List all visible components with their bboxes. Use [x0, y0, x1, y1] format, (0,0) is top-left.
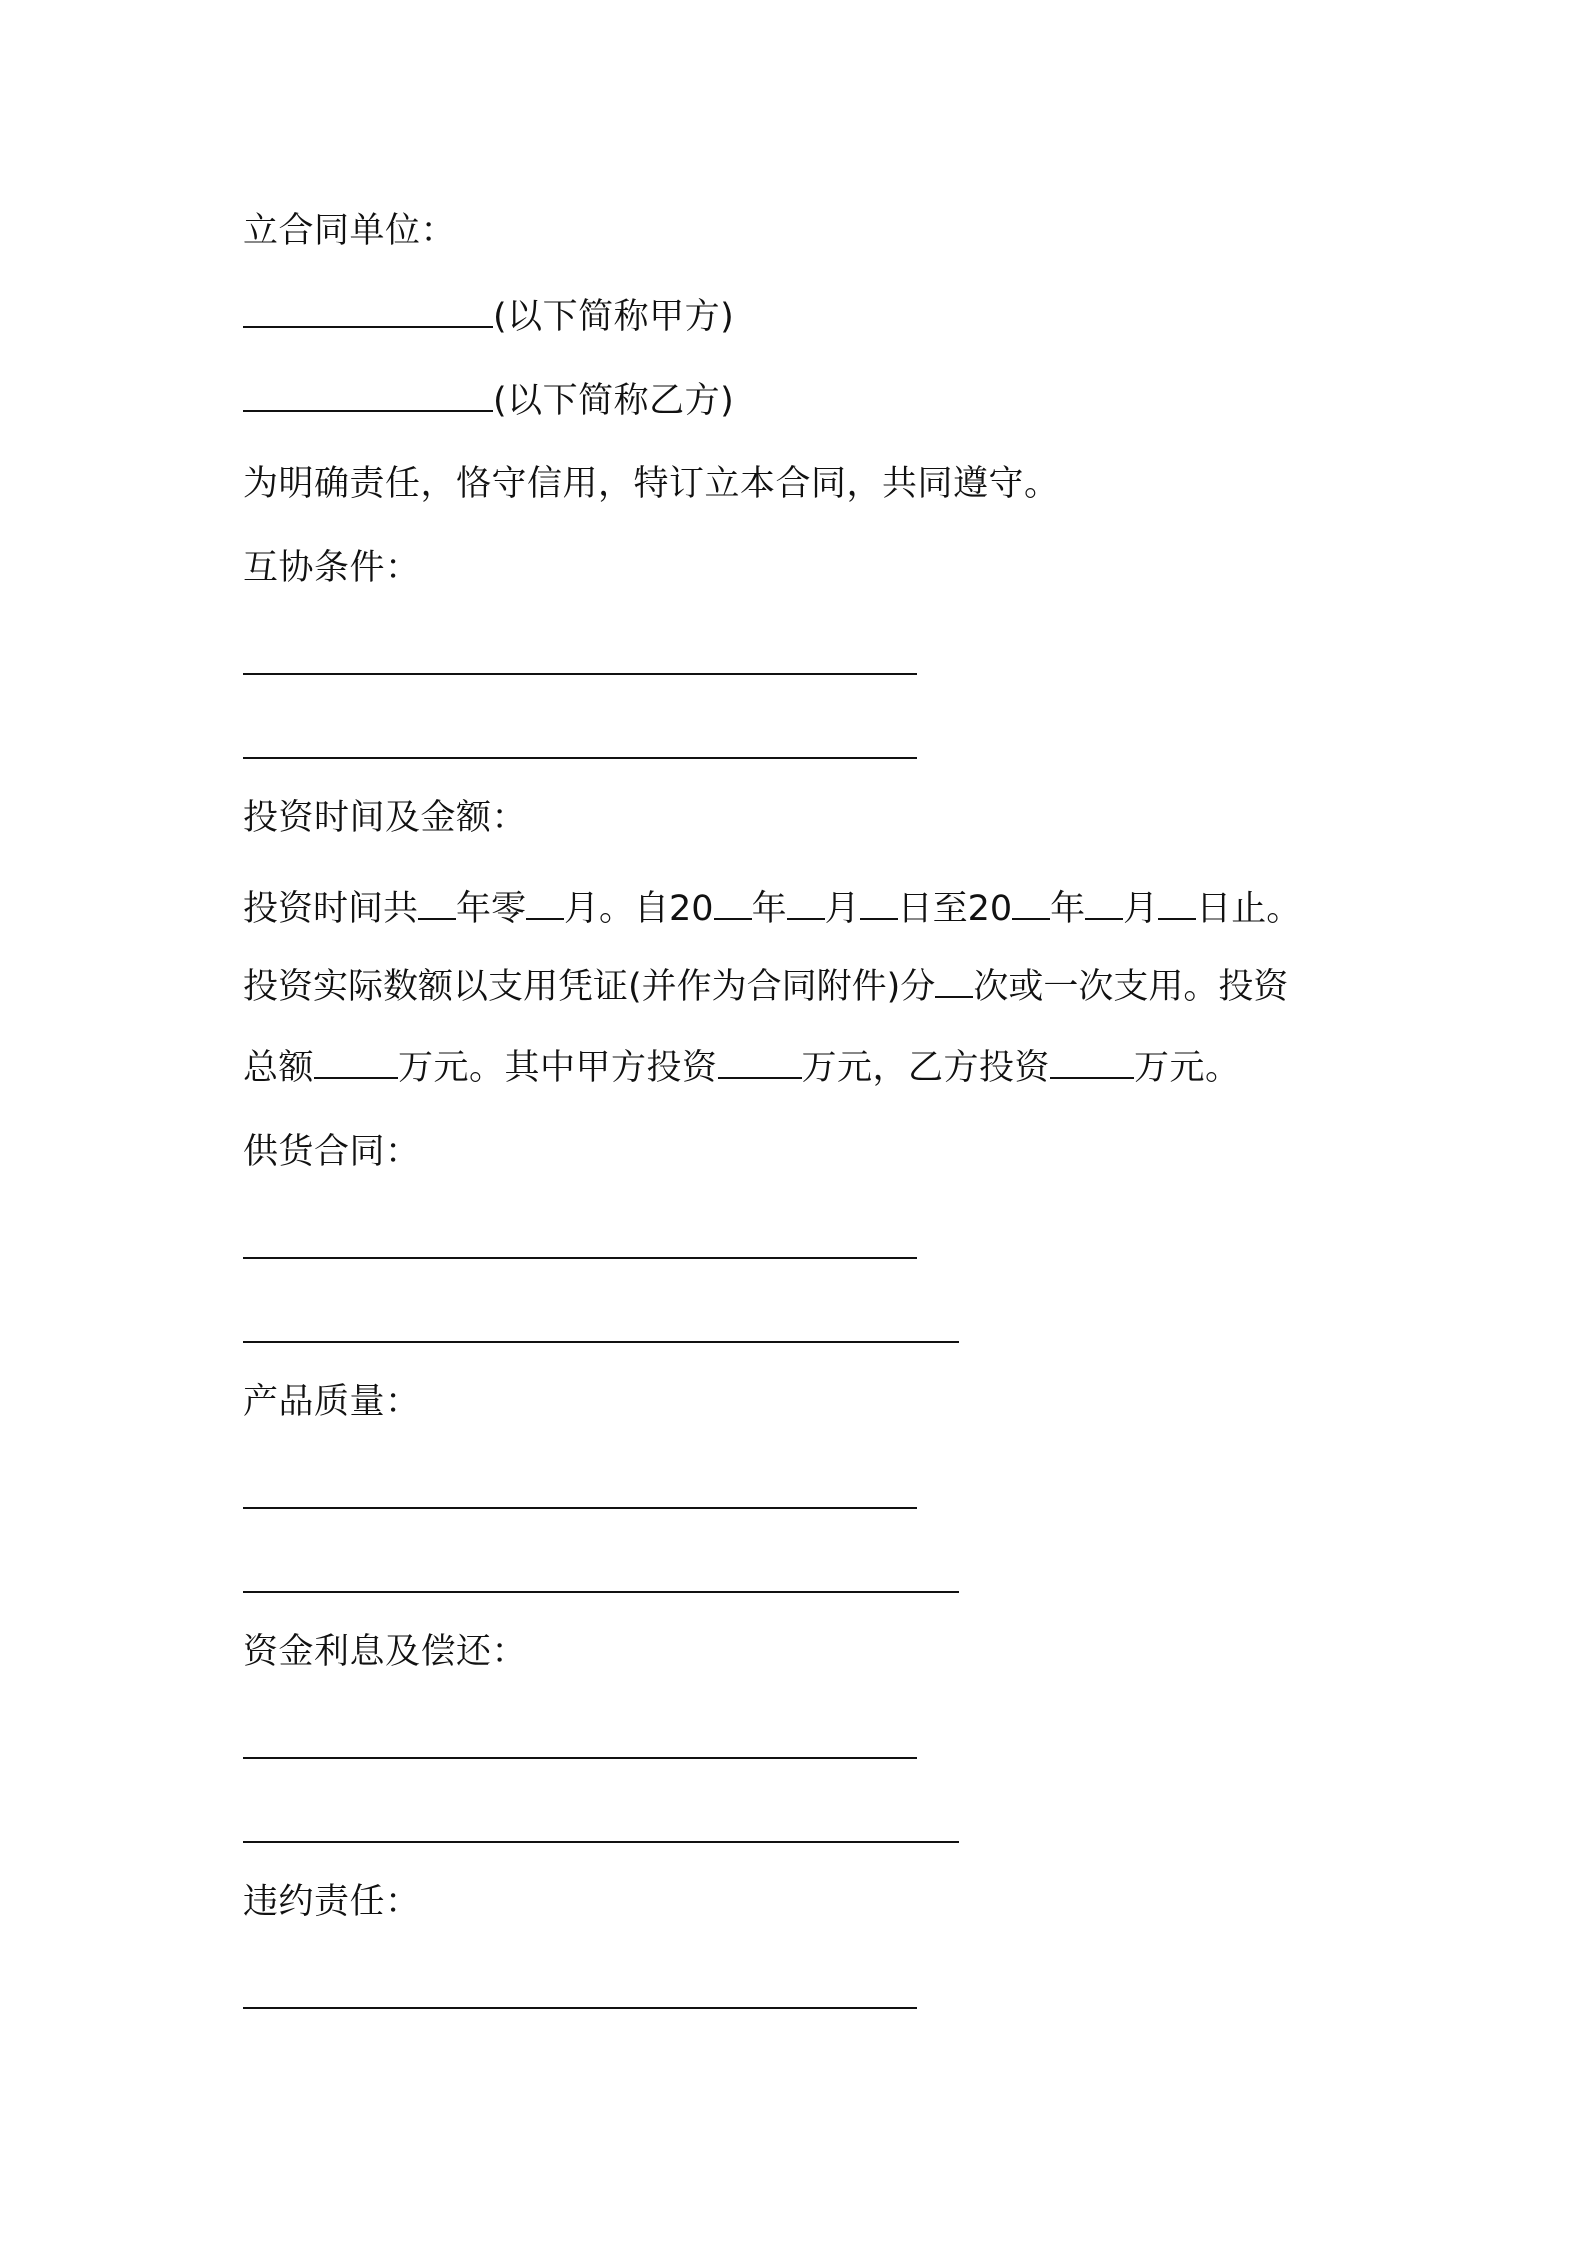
investment-total-text-1: 总额: [243, 1048, 315, 1088]
supply-blank-1[interactable]: [243, 1257, 917, 1259]
party-b-line: [243, 376, 734, 425]
interest-heading: 资金利息及偿还：: [243, 1632, 528, 1672]
installments-blank[interactable]: [935, 962, 973, 998]
investment-time-text-8: 月: [1123, 889, 1159, 929]
party-a-suffix: (以下简称甲方): [493, 297, 735, 337]
party-b-suffix: (以下简称乙方): [493, 381, 735, 421]
investment-total-line: [243, 1043, 1241, 1092]
cooperation-heading: 互协条件：: [243, 548, 421, 588]
supply-blank-2[interactable]: [243, 1341, 959, 1343]
quality-heading: 产品质量：: [243, 1382, 421, 1422]
party-a-investment-blank[interactable]: [718, 1043, 802, 1079]
breach-heading: 违约责任：: [243, 1882, 421, 1922]
end-year-blank[interactable]: [1012, 884, 1050, 920]
investment-total-text-2: 万元。其中甲方投资: [398, 1048, 718, 1088]
investment-amount-line: [243, 962, 1288, 1011]
party-b-blank[interactable]: [243, 376, 493, 412]
cooperation-blank-1[interactable]: [243, 673, 917, 675]
investment-amount-text-1: 投资实际数额以支用凭证(并作为合同附件)分: [243, 967, 936, 1007]
party-a-line: [243, 292, 734, 341]
total-amount-blank[interactable]: [314, 1043, 398, 1079]
investment-time-text-7: 年: [1050, 889, 1086, 929]
investment-time-line: [243, 884, 1301, 933]
investment-time-text-5: 月: [824, 889, 860, 929]
interest-blank-1[interactable]: [243, 1757, 917, 1759]
investment-time-text-6: 日至20: [897, 889, 1013, 929]
investment-months-blank[interactable]: [526, 884, 564, 920]
investment-years-blank[interactable]: [418, 884, 456, 920]
cooperation-blank-2[interactable]: [243, 757, 917, 759]
purpose-statement: 为明确责任，恪守信用，特订立本合同，共同遵守。: [243, 464, 1060, 504]
end-day-blank[interactable]: [1158, 884, 1196, 920]
supply-heading: 供货合同：: [243, 1132, 421, 1172]
parties-heading: 立合同单位：: [243, 211, 457, 251]
investment-total-text-3: 万元，乙方投资: [801, 1048, 1051, 1088]
investment-time-text-1: 投资时间共: [243, 889, 419, 929]
investment-amount-text-2: 次或一次支用。投资: [973, 967, 1289, 1007]
party-a-blank[interactable]: [243, 292, 493, 328]
start-day-blank[interactable]: [860, 884, 898, 920]
investment-time-text-3: 月。自20: [564, 889, 714, 929]
end-month-blank[interactable]: [1085, 884, 1123, 920]
investment-time-text-4: 年: [751, 889, 787, 929]
investment-heading: 投资时间及金额：: [243, 798, 528, 838]
investment-total-text-4: 万元。: [1134, 1048, 1241, 1088]
breach-blank-1[interactable]: [243, 2007, 917, 2009]
start-month-blank[interactable]: [787, 884, 825, 920]
quality-blank-1[interactable]: [243, 1507, 917, 1509]
investment-time-text-9: 日止。: [1196, 889, 1302, 929]
interest-blank-2[interactable]: [243, 1841, 959, 1843]
party-b-investment-blank[interactable]: [1050, 1043, 1134, 1079]
investment-time-text-2: 年零: [456, 889, 527, 929]
quality-blank-2[interactable]: [243, 1591, 959, 1593]
start-year-blank[interactable]: [714, 884, 752, 920]
